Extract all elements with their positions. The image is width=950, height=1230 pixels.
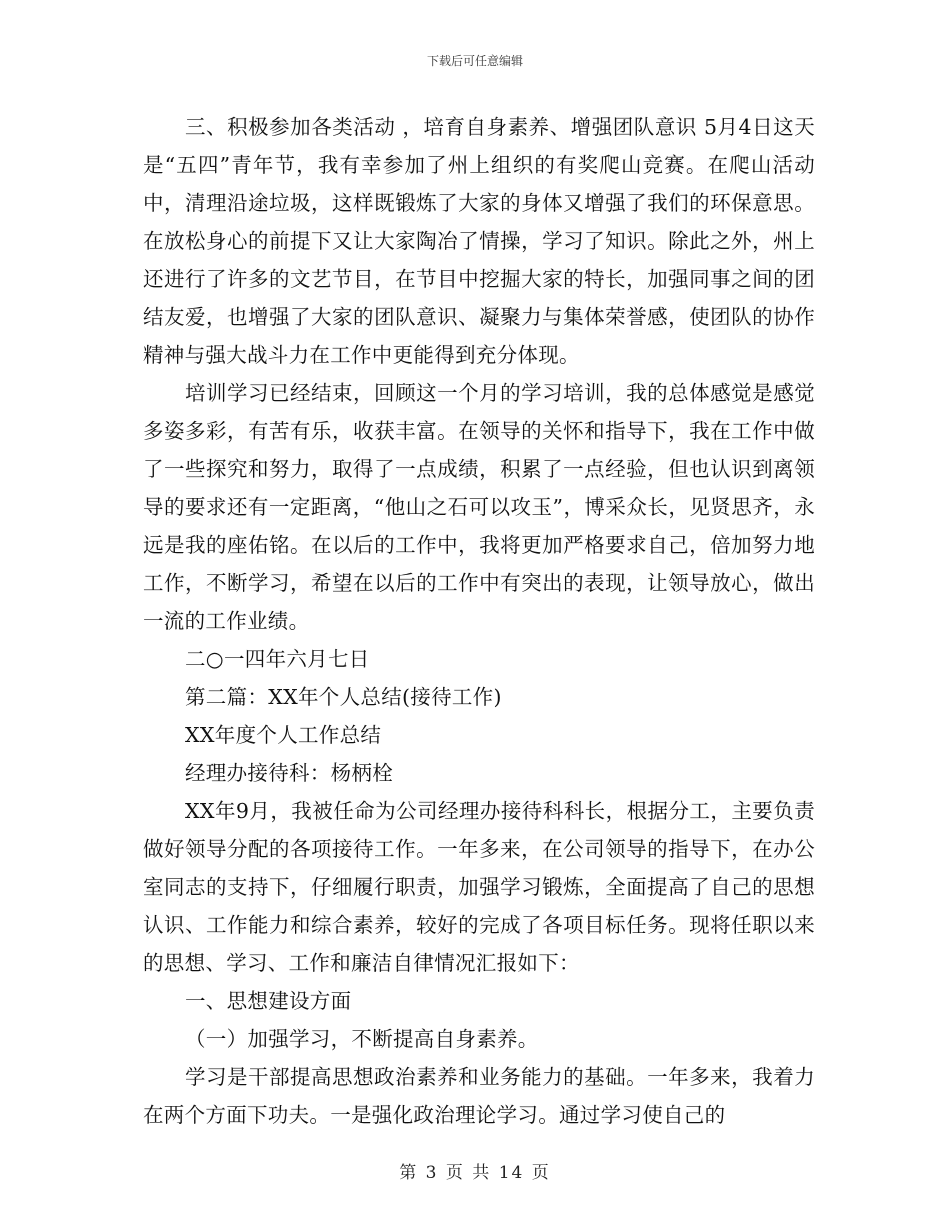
paragraph-learning: 学习是干部提高思想政治素养和业务能力的基础。一年多来，我着力在两个方面下功夫。一是强化政治理论学习。通过学习使自己的 bbox=[143, 1065, 815, 1127]
page-header: 下载后可任意编辑 bbox=[426, 54, 523, 68]
document-body bbox=[143, 108, 815, 1134]
paragraph-activities: 三、积极参加各类活动 ，培育自身素养、增强团队意识 5月4日这天是“五四”青年节，我有幸参加了州上组织的有奖爬山竞赛。在爬山活动中，清理沿途垃圾，这样既锻炼了大家的身体又增强了我们的环保意思。在放松身心的前提下又让大家陶冶了情操，学习了知识。除此之外，州上还进行了许多的文艺节目，在节目中挖掘大家的特长，加强同事之间的团结友爱，也增强了大家的团队意识、凝聚力与集体荣誉感，使团队的协作精神与强大战斗力在工作中更能得到充分体现。 bbox=[143, 115, 815, 367]
heading-ideology: 一、思想建设方面 bbox=[185, 989, 352, 1013]
paragraph-training-summary: 培训学习已经结束，回顾这一个月的学习培训，我的总体感觉是感觉多姿多彩，有苦有乐，收获丰富。在领导的关怀和指导下，我在工作中做了一些探究和努力，取得了一点成绩，积累了一点经验，但也认识到离领导的要求还有一定距离，“他山之石可以攻玉”，博采众长，见贤思齐，永远是我的座佑铭。在以后的工作中，我将更加严格要求自己，倍加努力地工作，不断学习，希望在以后的工作中有突出的表现，让领导放心，做出一流的工作业绩。 bbox=[143, 381, 815, 633]
subheading-learning: （一）加强学习，不断提高自身素养。 bbox=[185, 1027, 539, 1051]
paragraph-appointment: XX年9月，我被任命为公司经理办接待科科长，根据分工，主要负责做好领导分配的各项接待工作。一年多来，在公司领导的指导下，在办公室同志的支持下，仔细履行职责，加强学习锻炼，全面提高了自己的思想认识、工作能力和综合素养，较好的完成了各项目标任务。现将任职以来的思想、学习、工作和廉洁自律情况汇报如下： bbox=[143, 799, 815, 975]
paragraph-date: 二○一四年六月七日 bbox=[185, 647, 370, 671]
page-number-footer: 第 3 页 共 14 页 bbox=[399, 1163, 551, 1183]
author-line: 经理办接待科：杨柄栓 bbox=[185, 761, 393, 785]
section-title-part-two: 第二篇：XX年个人总结(接待工作) bbox=[185, 685, 502, 709]
section-subtitle-annual-summary: XX年度个人工作总结 bbox=[185, 723, 382, 747]
